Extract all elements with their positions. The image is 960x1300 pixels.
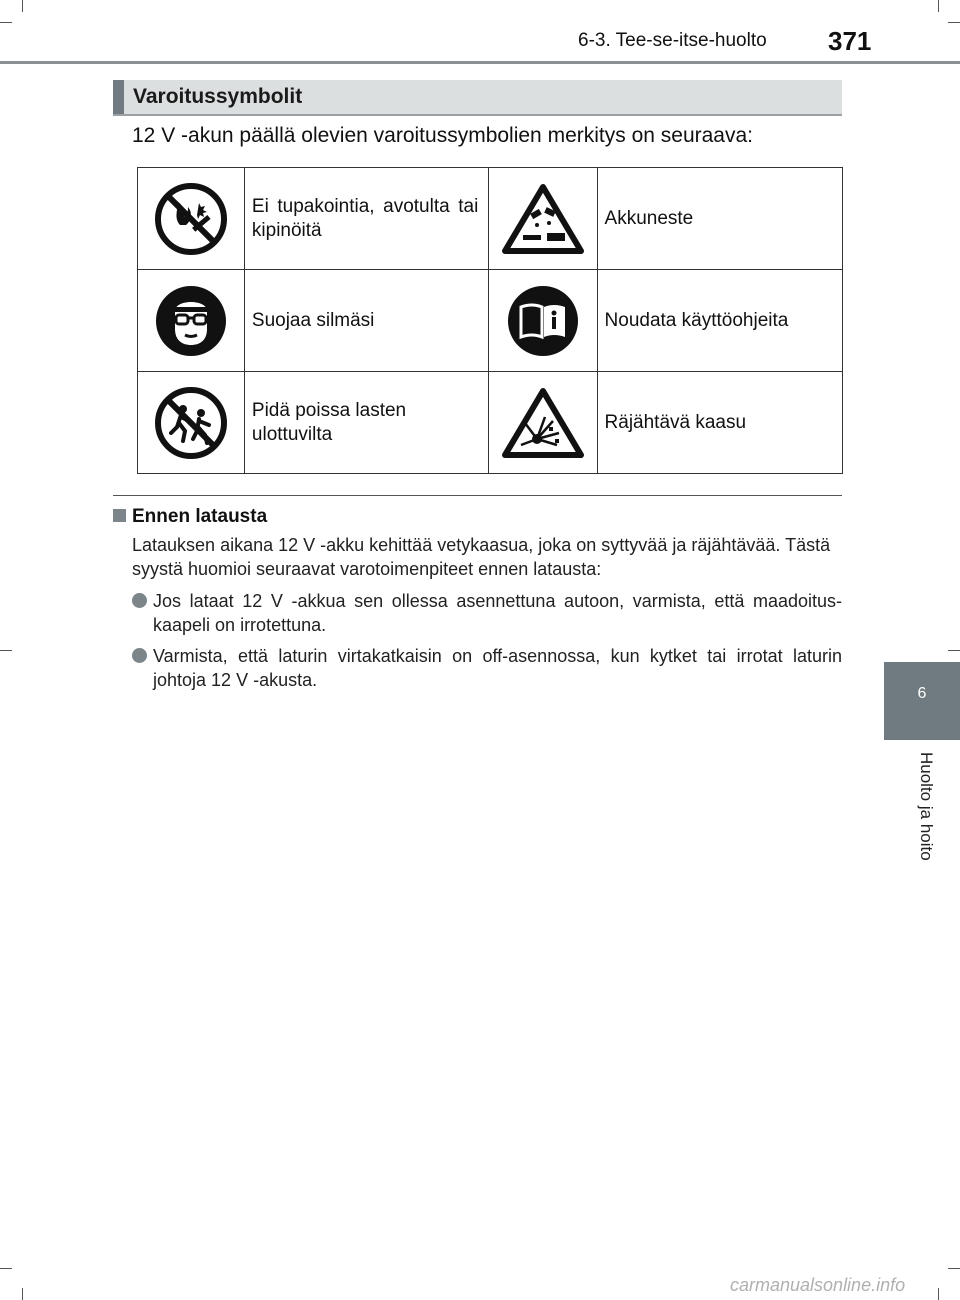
symbol-label: Räjähtävä kaasu	[597, 372, 842, 474]
chapter-label: Huolto ja hoito	[917, 752, 936, 861]
keep-away-children-icon	[155, 387, 227, 459]
list-item	[132, 589, 842, 637]
section-title: Varoitussymbolit	[133, 85, 303, 108]
crop-mark	[948, 1268, 960, 1269]
symbol-icon-cell	[489, 168, 597, 270]
watermark: carmanualsonline.info	[730, 1275, 906, 1295]
list-item-text: Varmista, että laturin virtakatkaisin on off-asennossa, kun kytket tai irrotat laturin johtoja 12 V -akusta.	[153, 646, 842, 690]
symbol-icon-cell	[489, 372, 597, 474]
symbol-label: Suojaa silmäsi	[244, 270, 488, 372]
charging-paragraph: Latauksen aikana 12 V -akku kehittää vetykaasua, joka on syttyvää ja räjähtävää. Tästä syystä huomioi seuraavat varotoimenpiteet ennen latausta:	[132, 535, 831, 579]
no-smoking-flame-spark-icon	[155, 183, 227, 255]
chapter-tab[interactable]: 6	[884, 662, 960, 740]
table-row	[138, 168, 843, 270]
warning-symbols-table	[137, 167, 843, 474]
symbol-label: Ei tupakointia, avotulta tai kipinöitä	[244, 168, 488, 270]
crop-mark	[0, 650, 12, 651]
circle-bullet-icon	[132, 593, 147, 608]
symbol-label: Pidä poissa lasten ulottuvilta	[244, 372, 488, 474]
crop-mark	[22, 0, 23, 12]
table-row	[138, 270, 843, 372]
symbol-icon-cell	[138, 372, 245, 474]
crop-mark	[0, 22, 12, 23]
explosive-gas-warning-icon	[501, 387, 585, 459]
header-section-title: 6-3. Tee-se-itse-huolto	[578, 30, 767, 51]
crop-mark	[948, 650, 960, 651]
table-row	[138, 372, 843, 474]
read-manual-icon	[507, 285, 579, 357]
eye-protection-icon	[155, 285, 227, 357]
section-title-bar	[113, 80, 842, 114]
square-bullet-icon	[113, 509, 126, 522]
charging-heading	[113, 506, 267, 528]
crop-mark	[938, 1288, 939, 1300]
section-rule	[113, 114, 842, 116]
crop-mark	[948, 22, 960, 23]
header-rule	[0, 61, 960, 64]
list-item-text: Jos lataat 12 V -akkua sen ollessa asennettuna autoon, varmista, että maadoitus-kaapeli on irrotettuna.	[153, 591, 842, 635]
symbol-label: Noudata käyttöohjeita	[597, 270, 842, 372]
symbol-label: Akkuneste	[597, 168, 842, 270]
symbol-icon-cell	[138, 168, 245, 270]
page-number: 371	[828, 26, 872, 56]
charging-heading-text: Ennen latausta	[132, 506, 268, 527]
symbol-icon-cell	[489, 270, 597, 372]
crop-mark	[0, 1268, 12, 1269]
intro-text: 12 V -akun päällä olevien varoitussymbolien merkitys on seuraava:	[132, 124, 753, 147]
crop-mark	[22, 1288, 23, 1300]
crop-mark	[938, 0, 939, 12]
battery-acid-warning-icon	[501, 183, 585, 255]
circle-bullet-icon	[132, 648, 147, 663]
symbol-icon-cell	[138, 270, 245, 372]
list-item	[132, 644, 842, 692]
divider	[113, 495, 842, 496]
